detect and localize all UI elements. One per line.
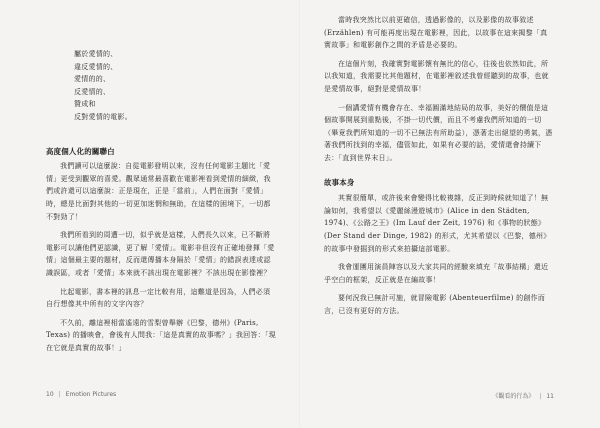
page-number: 11 [546, 393, 554, 400]
section-heading: 高度個人化的關聯白 [46, 146, 115, 156]
paragraph: 其實很簡單，或許後來會變得比較複雜，反正到時候就知道了！無論如何，我希望以《愛麗絲漫遊城市》(Alice in den Städten, 1974)、《公路之王》(Im Lauf der Zeit, 1976) 和《事物的狀態》(Der Stand der Dinge, 1982) 的形式，尤其希望以《巴黎，德州》的故事中發掘到的形式來拍攝這部電影。 [324, 194, 551, 253]
running-title: 《觀看的行為》 [492, 393, 535, 400]
list-line: 愛情的的、 [74, 75, 111, 84]
right-folio [492, 391, 554, 400]
list-line: 反對愛情的電影。 [74, 112, 132, 121]
section-heading: 故事本身 [324, 177, 355, 187]
paragraph: 當時我突然比以前更確信，透過影像的，以及影像的故事敘述 (Erzählen) 有可能再度出現在電影裡，因此，以故事在這來揭黎「真實故事」和電影創作之間的矛盾是必要的。 [324, 16, 548, 50]
paragraph: 比起電影，書本裡的訊息一定比較有用，這難道是因為，人們必須自行想像其中所有的文字內容？ [46, 287, 271, 309]
paragraph: 不久前，離這裡相當遙遠的雪梨曾舉辦《巴黎，德州》(Paris, Texas) 的播映會，會後有人問我：「這是真實的故事嗎？」我回答：「現在它就是真實的故事！」 [46, 318, 276, 352]
paragraph: 我們讀可以這麼說：自從電影發明以來，沒有任何電影主題比「愛情」更受到觀眾的喜愛。觀眾通常最喜歡在電影裡看到愛情的細緻，我們或許還可以這麼說：正是現在，正是「當前」，人們在面對「愛情」時，總是比面對其他的一切更加迷惘和無助，在這樣的困境下，一切都不對勁了！ [46, 162, 271, 221]
left-folio [46, 391, 116, 398]
folio-separator: | [58, 391, 61, 398]
paragraph: 一個講愛情有機會存在、幸福圓滿地結局的故事，美好的價值是這個故事開展到重點後，不掛一切代價，而且不考慮我們所知道的一切（畢竟我們所知道的一切不已無法有所助益），憑著走出絕望的勇氣，憑著我們所找到的幸福，儘管如此，如果有必要的話，愛情還會持續下去：「直到世界末日」。 [324, 103, 553, 162]
right-text-column [324, 14, 554, 317]
paragraph: 我們所看到的周遭一切，似乎就是這樣，人們長久以來，已不斷將電影可以讓他們更認識，更了解「愛情」。電影非但沒有正確地發揮「愛情」這個最主要的題材，反而還傳播本身隔於「愛情」的錯誤表達或認識誤區，或者「愛情」本來就不該出現在電影裡？不該出現在影像裡？ [46, 231, 275, 277]
list-line: 贊成和 [74, 100, 96, 109]
paragraph: 在這個片刻，我確實對電影懷有無比的信心，往後也依然如此，所以我知道，我需要比其他題材，在電影裡敘述我曾經聽到的故事，也就是愛情故事，絕對是愛情故事！ [324, 59, 549, 93]
right-page [300, 0, 600, 428]
paragraph: 要何況我已無計可施，就冒險電影 (Abenteuerfilme) 的創作而言，已沒有更好的方法。 [324, 294, 546, 315]
running-title: Emotion Pictures [65, 391, 117, 398]
paragraph: 我會運團用演員陣容以及大家共同的經驗來填充「故事結構」還近乎空白的框架，反正就是在編故事！ [324, 263, 549, 284]
list-line: 反愛情的、 [74, 87, 111, 96]
page-number: 10 [46, 391, 54, 398]
list-line: 屬於愛情的、 [74, 50, 118, 58]
folio-separator: | [539, 393, 542, 400]
list-line: 違反愛情的、 [74, 62, 118, 71]
left-text-column [46, 48, 276, 354]
